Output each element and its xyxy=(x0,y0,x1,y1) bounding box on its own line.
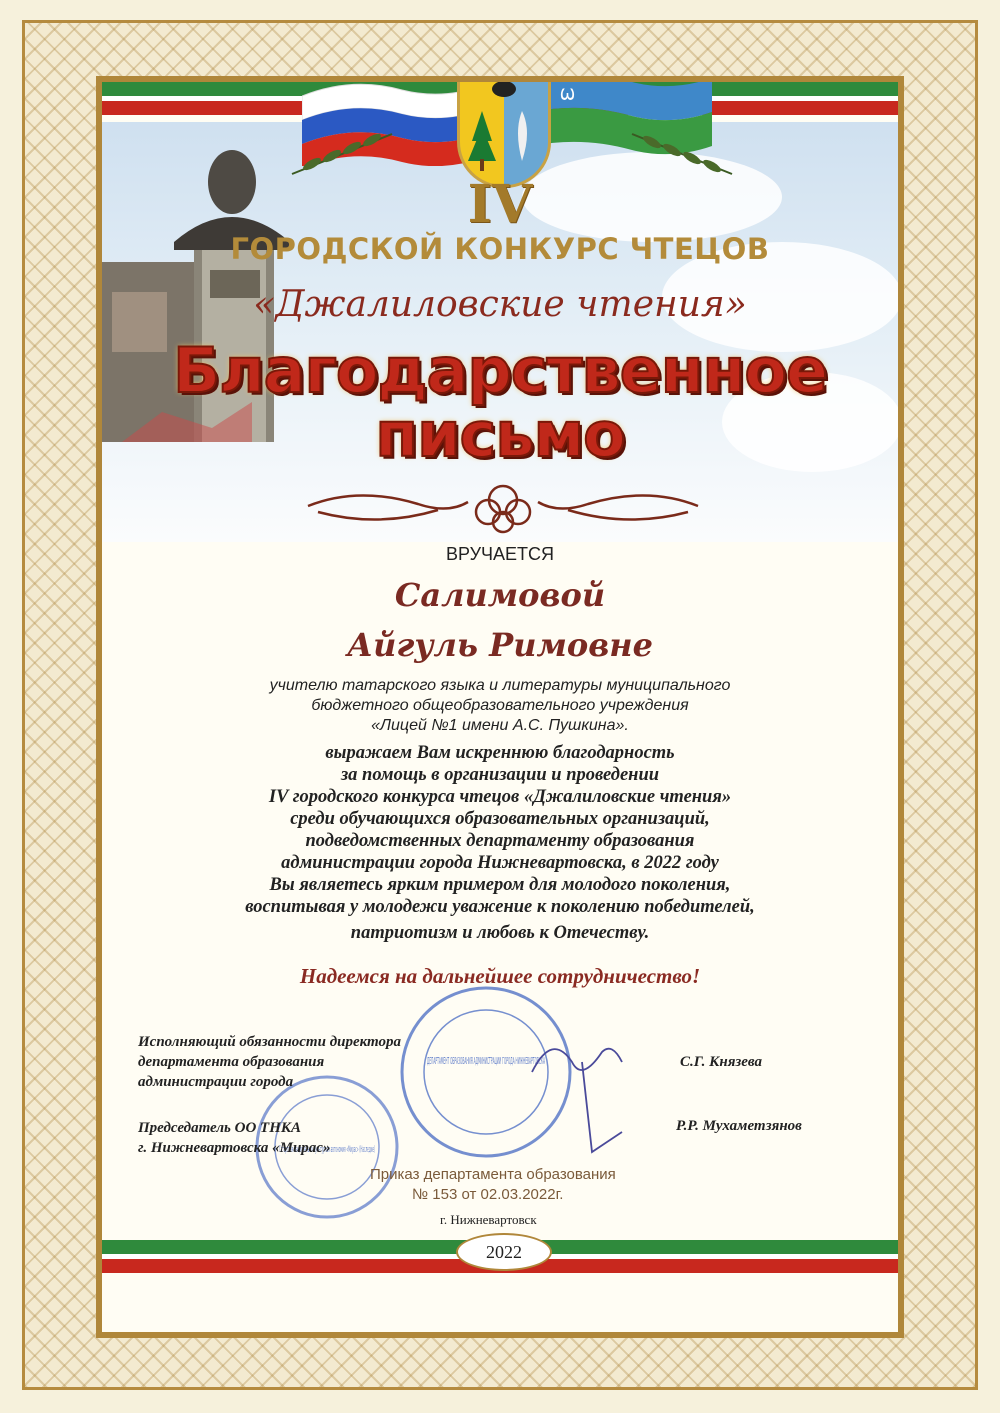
thanks-line: администрации города Нижневартовска, в 2022 году xyxy=(281,853,719,873)
signatory-title-line: Председатель ОО ТНКА xyxy=(138,1120,302,1136)
coat-of-arms-icon xyxy=(457,76,551,188)
inner-frame xyxy=(96,76,904,1338)
signatory-2-name: Р.Р. Мухаметзянов xyxy=(676,1118,802,1134)
signatory-1-name: С.Г. Князева xyxy=(680,1054,763,1070)
letter-title-line1: Благодарственное xyxy=(172,334,828,407)
thanks-line: Вы являетесь ярким примером для молодого поколения, xyxy=(269,875,731,895)
order-line2: № 153 от 02.03.2022г. xyxy=(412,1186,564,1203)
thanks-line: IV городского конкурса чтецов «Джалиловские чтения» xyxy=(268,787,732,807)
thanks-line: воспитывая у молодежи уважение к поколению победителей, xyxy=(245,897,755,917)
thanks-line: выражаем Вам искреннюю благодарность xyxy=(325,743,675,763)
signatory-1-title xyxy=(138,1032,401,1092)
signatory-title-line: администрации города xyxy=(138,1074,294,1090)
order-line1: Приказ департамента образования xyxy=(370,1166,616,1183)
city-label: г. Нижневартовск xyxy=(440,1212,537,1227)
svg-text:Ѡ: Ѡ xyxy=(560,85,575,104)
signatory-2-title xyxy=(138,1118,330,1158)
signatory-title-line: департамента образования xyxy=(138,1054,325,1070)
signatory-title-line: г. Нижневартовска «Мирас» xyxy=(138,1140,331,1156)
thanks-line: подведомственных департаменту образования xyxy=(305,831,695,851)
hope-message: Надеемся на дальнейшее сотрудничество! xyxy=(299,964,701,988)
awarded-label: ВРУЧАЕТСЯ xyxy=(445,544,555,564)
roman-numeral: IV xyxy=(467,174,533,235)
position-line: учителю татарского языка и литературы муниципального xyxy=(269,677,731,694)
recipient-surname: Салимовой xyxy=(394,576,606,614)
letter-title-line2: письмо xyxy=(375,398,625,471)
stamp-text: Татарская национально-культурная автономия «Мирас» (Наследие) xyxy=(278,1145,375,1155)
thanks-message xyxy=(102,742,898,944)
position-line: бюджетного общеобразовательного учреждения xyxy=(311,697,689,714)
thanks-line: среди обучающихся образовательных организаций, xyxy=(290,809,710,829)
position-line: «Лицей №1 имени А.С. Пушкина». xyxy=(371,717,629,734)
contest-title: ГОРОДСКОЙ КОНКУРС ЧТЕЦОВ xyxy=(230,232,770,266)
readings-title: «Джалиловские чтения» xyxy=(253,284,747,325)
stamp-text: ДЕПАРТАМЕНТ ОБРАЗОВАНИЯ АДМИНИСТРАЦИИ ГОРОДА НИЖНЕВАРТОВСКА xyxy=(427,1056,546,1067)
signatory-title-line: Исполняющий обязанности директора xyxy=(138,1034,402,1050)
recipient-position xyxy=(102,676,898,736)
recipient-given-names: Айгуль Римовне xyxy=(347,626,653,664)
divider-ornament xyxy=(298,476,708,536)
thanks-line: за помощь в организации и проведении xyxy=(340,765,660,785)
thanks-line: патриотизм и любовь к Отечеству. xyxy=(350,923,650,943)
signature-mark xyxy=(522,1012,642,1162)
year-badge: 2022 xyxy=(456,1233,552,1271)
